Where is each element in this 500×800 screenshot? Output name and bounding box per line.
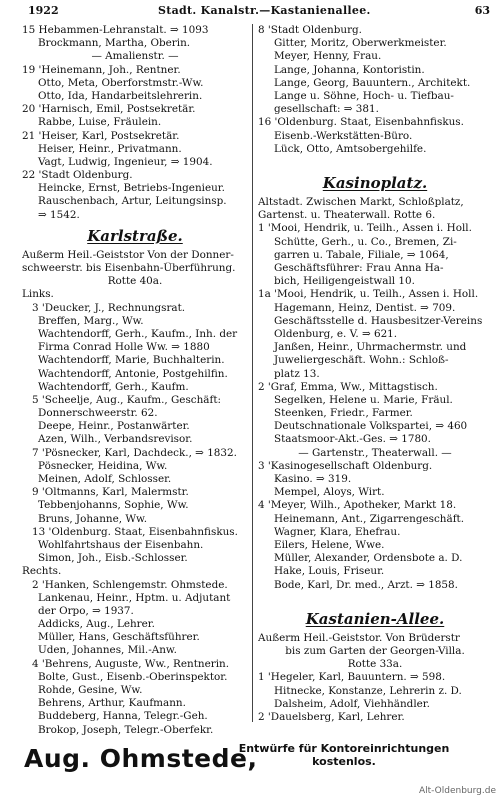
directory-line: schweerstr. bis Eisenbahn-Überführung. [22, 262, 236, 274]
directory-line: Firma Conrad Holle Ww. ⇒ 1880 [38, 341, 210, 354]
directory-line: Lange, Johanna, Kontoristin. [274, 63, 425, 76]
directory-line: 20 'Harnisch, Emil, Postsekretär. [22, 103, 196, 116]
directory-line: Breffen, Marg., Ww. [38, 314, 144, 327]
page-header [28, 4, 490, 20]
directory-line: Juweliergeschäft. Wohn.: Schloß- [274, 354, 449, 367]
directory-line: 8 'Stadt Oldenburg. [258, 24, 362, 36]
directory-line: Links. [22, 288, 54, 301]
directory-line: bich, Heiligengeistwall 10. [274, 275, 415, 288]
directory-line: Bolte, Gust., Eisenb.-Oberinspektor. [38, 670, 228, 683]
directory-line: Rohde, Gesine, Ww. [38, 684, 143, 696]
directory-line: Lankenau, Heinr., Hptm. u. Adjutant [38, 591, 231, 604]
directory-line: 15 Hebammen-Lehranstalt. ⇒ 1093 [22, 24, 209, 36]
footer-ad-text [234, 742, 454, 768]
directory-line: Heinemann, Ant., Zigarrengeschäft. [274, 512, 465, 525]
directory-line: 5 'Scheelje, Aug., Kaufm., Geschäft: [32, 393, 222, 406]
directory-line: Deepe, Heinr., Postanwärter. [38, 420, 190, 433]
watermark: Alt-Oldenburg.de [418, 786, 496, 796]
directory-line: Heincke, Ernst, Betriebs-Ingenieur. [38, 182, 225, 195]
directory-line: Bruns, Johanne, Ww. [38, 512, 148, 525]
directory-line: 1a 'Mooi, Hendrik, u. Teilh., Assen i. Holl. [258, 288, 479, 301]
directory-line: 22 'Stadt Oldenburg. [22, 169, 133, 182]
directory-line: 16 'Oldenburg. Staat, Eisenbahnfiskus. [258, 116, 464, 129]
directory-line: Uden, Johannes, Mil.-Anw. [38, 644, 177, 657]
directory-line: Hake, Louis, Friseur. [274, 565, 385, 578]
directory-line: 4 'Meyer, Wilh., Apotheker, Markt 18. [258, 499, 457, 512]
street-heading: Kasinoplatz. [322, 174, 428, 193]
directory-line: Vagt, Ludwig, Ingenieur, ⇒ 1904. [38, 155, 213, 168]
directory-line: 3 'Kasinogesellschaft Oldenburg. [258, 459, 433, 472]
directory-line: Altstadt. Zwischen Markt, Schloßplatz, [258, 196, 464, 209]
directory-line: Wachtendorff, Gerh., Kaufm. [38, 380, 189, 393]
directory-line: 21 'Heiser, Karl, Postsekretär. [22, 129, 180, 142]
directory-line: Segelken, Helene u. Marie, Fräul. [274, 393, 453, 406]
directory-line: Außerm Heil.-Geiststor. Von Brüderstr [258, 631, 460, 644]
right-column [258, 24, 492, 724]
directory-line: Brokop, Joseph, Telegr.-Oberfekr. [38, 723, 214, 736]
street-heading: Karlstraße. [87, 226, 183, 245]
directory-line: 2 'Hanken, Schlengemstr. Ohmstede. [32, 578, 228, 591]
directory-line: 4 'Behrens, Auguste, Ww., Rentnerin. [32, 657, 230, 670]
directory-line: Wohlfahrtshaus der Eisenbahn. [38, 538, 204, 551]
directory-line: Gartenst. u. Theaterwall. Rotte 6. [258, 209, 436, 222]
directory-line: Wachtendorff, Marie, Buchhalterin. [38, 354, 225, 367]
directory-line: Addicks, Aug., Lehrer. [38, 618, 155, 631]
directory-line: Donnerschweerstr. 62. [38, 407, 158, 420]
column-divider [252, 24, 253, 722]
directory-line: 13 'Oldenburg. Staat, Eisenbahnfiskus. [32, 525, 238, 538]
footer-ad-line: Entwürfe für Kontoreinrichtungen [238, 742, 450, 755]
directory-line: 3 'Deucker, J., Rechnungsrat. [32, 301, 186, 314]
directory-line: Brockmann, Martha, Oberin. [38, 37, 191, 50]
directory-line: 1 'Mooi, Hendrik, u. Teilh., Assen i. Holl. [258, 222, 472, 235]
directory-line: Lange u. Söhne, Hoch- u. Tiefbau- [274, 89, 454, 102]
directory-line: Schütte, Gerh., u. Co., Bremen, Zi- [274, 235, 457, 248]
footer-company-name: Aug. Ohmstede, [24, 744, 258, 773]
directory-line: Lück, Otto, Amtsobergehilfe. [274, 142, 427, 155]
directory-line: 9 'Oltmanns, Karl, Malermstr. [32, 486, 189, 499]
directory-line: Tebbenjohanns, Sophie, Ww. [38, 499, 189, 512]
footer-ad-line: kostenlos. [312, 755, 376, 768]
directory-line: Wachtendorff, Antonie, Postgehilfin. [38, 367, 228, 380]
directory-line: Rechts. [22, 565, 62, 578]
directory-line: Rauschenbach, Artur, Leitungsinsp. [38, 195, 227, 208]
directory-line: Außerm Heil.-Geiststor Von der Donner- [22, 248, 234, 261]
directory-line: Heiser, Heinr., Privatmann. [38, 142, 182, 155]
directory-line: Otto, Ida, Handarbeitslehrerin. [38, 89, 203, 102]
directory-line: Wachtendorff, Gerh., Kaufm., Inh. der [38, 327, 238, 340]
directory-line: gesellschaft: ⇒ 381. [274, 103, 379, 116]
directory-line: Gitter, Moritz, Oberwerkmeister. [274, 37, 447, 50]
directory-line: Rotte 33a. [347, 658, 403, 671]
directory-line: Deutschnationale Volkspartei, ⇒ 460 [274, 420, 468, 433]
directory-line: Otto, Meta, Oberforstmstr.-Ww. [38, 76, 204, 89]
directory-line: Kasino. ⇒ 319. [274, 473, 352, 485]
directory-line: Behrens, Arthur, Kaufmann. [38, 697, 186, 710]
directory-line: — Amalienstr. — [91, 50, 179, 63]
directory-line: platz 13. [274, 367, 320, 380]
directory-line: der Orpo, ⇒ 1937. [38, 604, 134, 617]
directory-line [258, 156, 492, 169]
directory-line: Hitnecke, Konstanze, Lehrerin z. D. [274, 684, 462, 697]
header-page-number: 63 [474, 4, 490, 17]
directory-line: Eilers, Helene, Wwe. [274, 538, 385, 551]
directory-line: Eisenb.-Werkstätten-Büro. [274, 129, 413, 142]
directory-line: Janßen, Heinr., Uhrmachermstr. und [274, 341, 467, 354]
directory-line: Rotte 40a. [107, 275, 163, 288]
directory-line: garren u. Tabale, Filiale, ⇒ 1064, [274, 248, 449, 261]
directory-line: Bode, Karl, Dr. med., Arzt. ⇒ 1858. [274, 578, 458, 591]
directory-line: Lange, Georg, Bauuntern., Architekt. [274, 76, 471, 89]
directory-line: Geschäftsstelle d. Hausbesitzer-Vereins [274, 314, 483, 327]
directory-line: 1 'Hegeler, Karl, Bauuntern. ⇒ 598. [258, 671, 446, 684]
directory-line: Oldenburg, e. V. ⇒ 621. [274, 327, 398, 340]
directory-line: Mempel, Aloys, Wirt. [274, 486, 385, 499]
header-year: 1922 [28, 4, 59, 17]
left-column [22, 24, 248, 737]
directory-line: ⇒ 1542. [38, 208, 80, 221]
directory-line: Meyer, Henny, Frau. [274, 50, 382, 63]
directory-line: 19 'Heinemann, Joh., Rentner. [22, 63, 181, 76]
directory-line: Meinen, Adolf, Schlosser. [38, 473, 172, 485]
directory-line: Geschäftsführer: Frau Anna Ha- [274, 262, 444, 274]
directory-line: Müller, Hans, Geschäftsführer. [38, 631, 200, 644]
directory-line: 2 'Dauelsberg, Karl, Lehrer. [258, 711, 405, 723]
directory-line: 7 'Pösnecker, Karl, Dachdeck., ⇒ 1832. [32, 446, 237, 459]
directory-line: bis zum Garten der Georgen-Villa. [285, 645, 465, 658]
street-heading: Kastanien-Allee. [305, 609, 445, 628]
directory-line: 2 'Graf, Emma, Ww., Mittagstisch. [258, 380, 438, 393]
directory-line: Buddeberg, Hanna, Telegr.-Geh. [38, 710, 208, 723]
directory-line: Steenken, Friedr., Farmer. [274, 407, 413, 420]
directory-line: Dalsheim, Adolf, Viehhändler. [274, 697, 430, 710]
directory-line: Pösnecker, Heidina, Ww. [38, 459, 168, 472]
directory-line: Wagner, Klara, Ehefrau. [274, 525, 401, 538]
directory-line: Azen, Wilh., Verbandsrevisor. [38, 433, 193, 446]
directory-line: Müller, Alexander, Ordensbote a. D. [274, 552, 463, 565]
directory-line: Rabbe, Luise, Fräulein. [38, 116, 162, 129]
directory-line: — Gartenstr., Theaterwall. — [298, 446, 452, 459]
directory-line: Simon, Joh., Eisb.-Schlosser. [38, 552, 188, 565]
directory-line [258, 592, 492, 605]
directory-line: Hagemann, Heinz, Dentist. ⇒ 709. [274, 301, 456, 314]
header-title: Stadt. Kanalstr.—Kastanienallee. [158, 4, 371, 17]
directory-line: Staatsmoor-Akt.-Ges. ⇒ 1780. [274, 433, 431, 446]
